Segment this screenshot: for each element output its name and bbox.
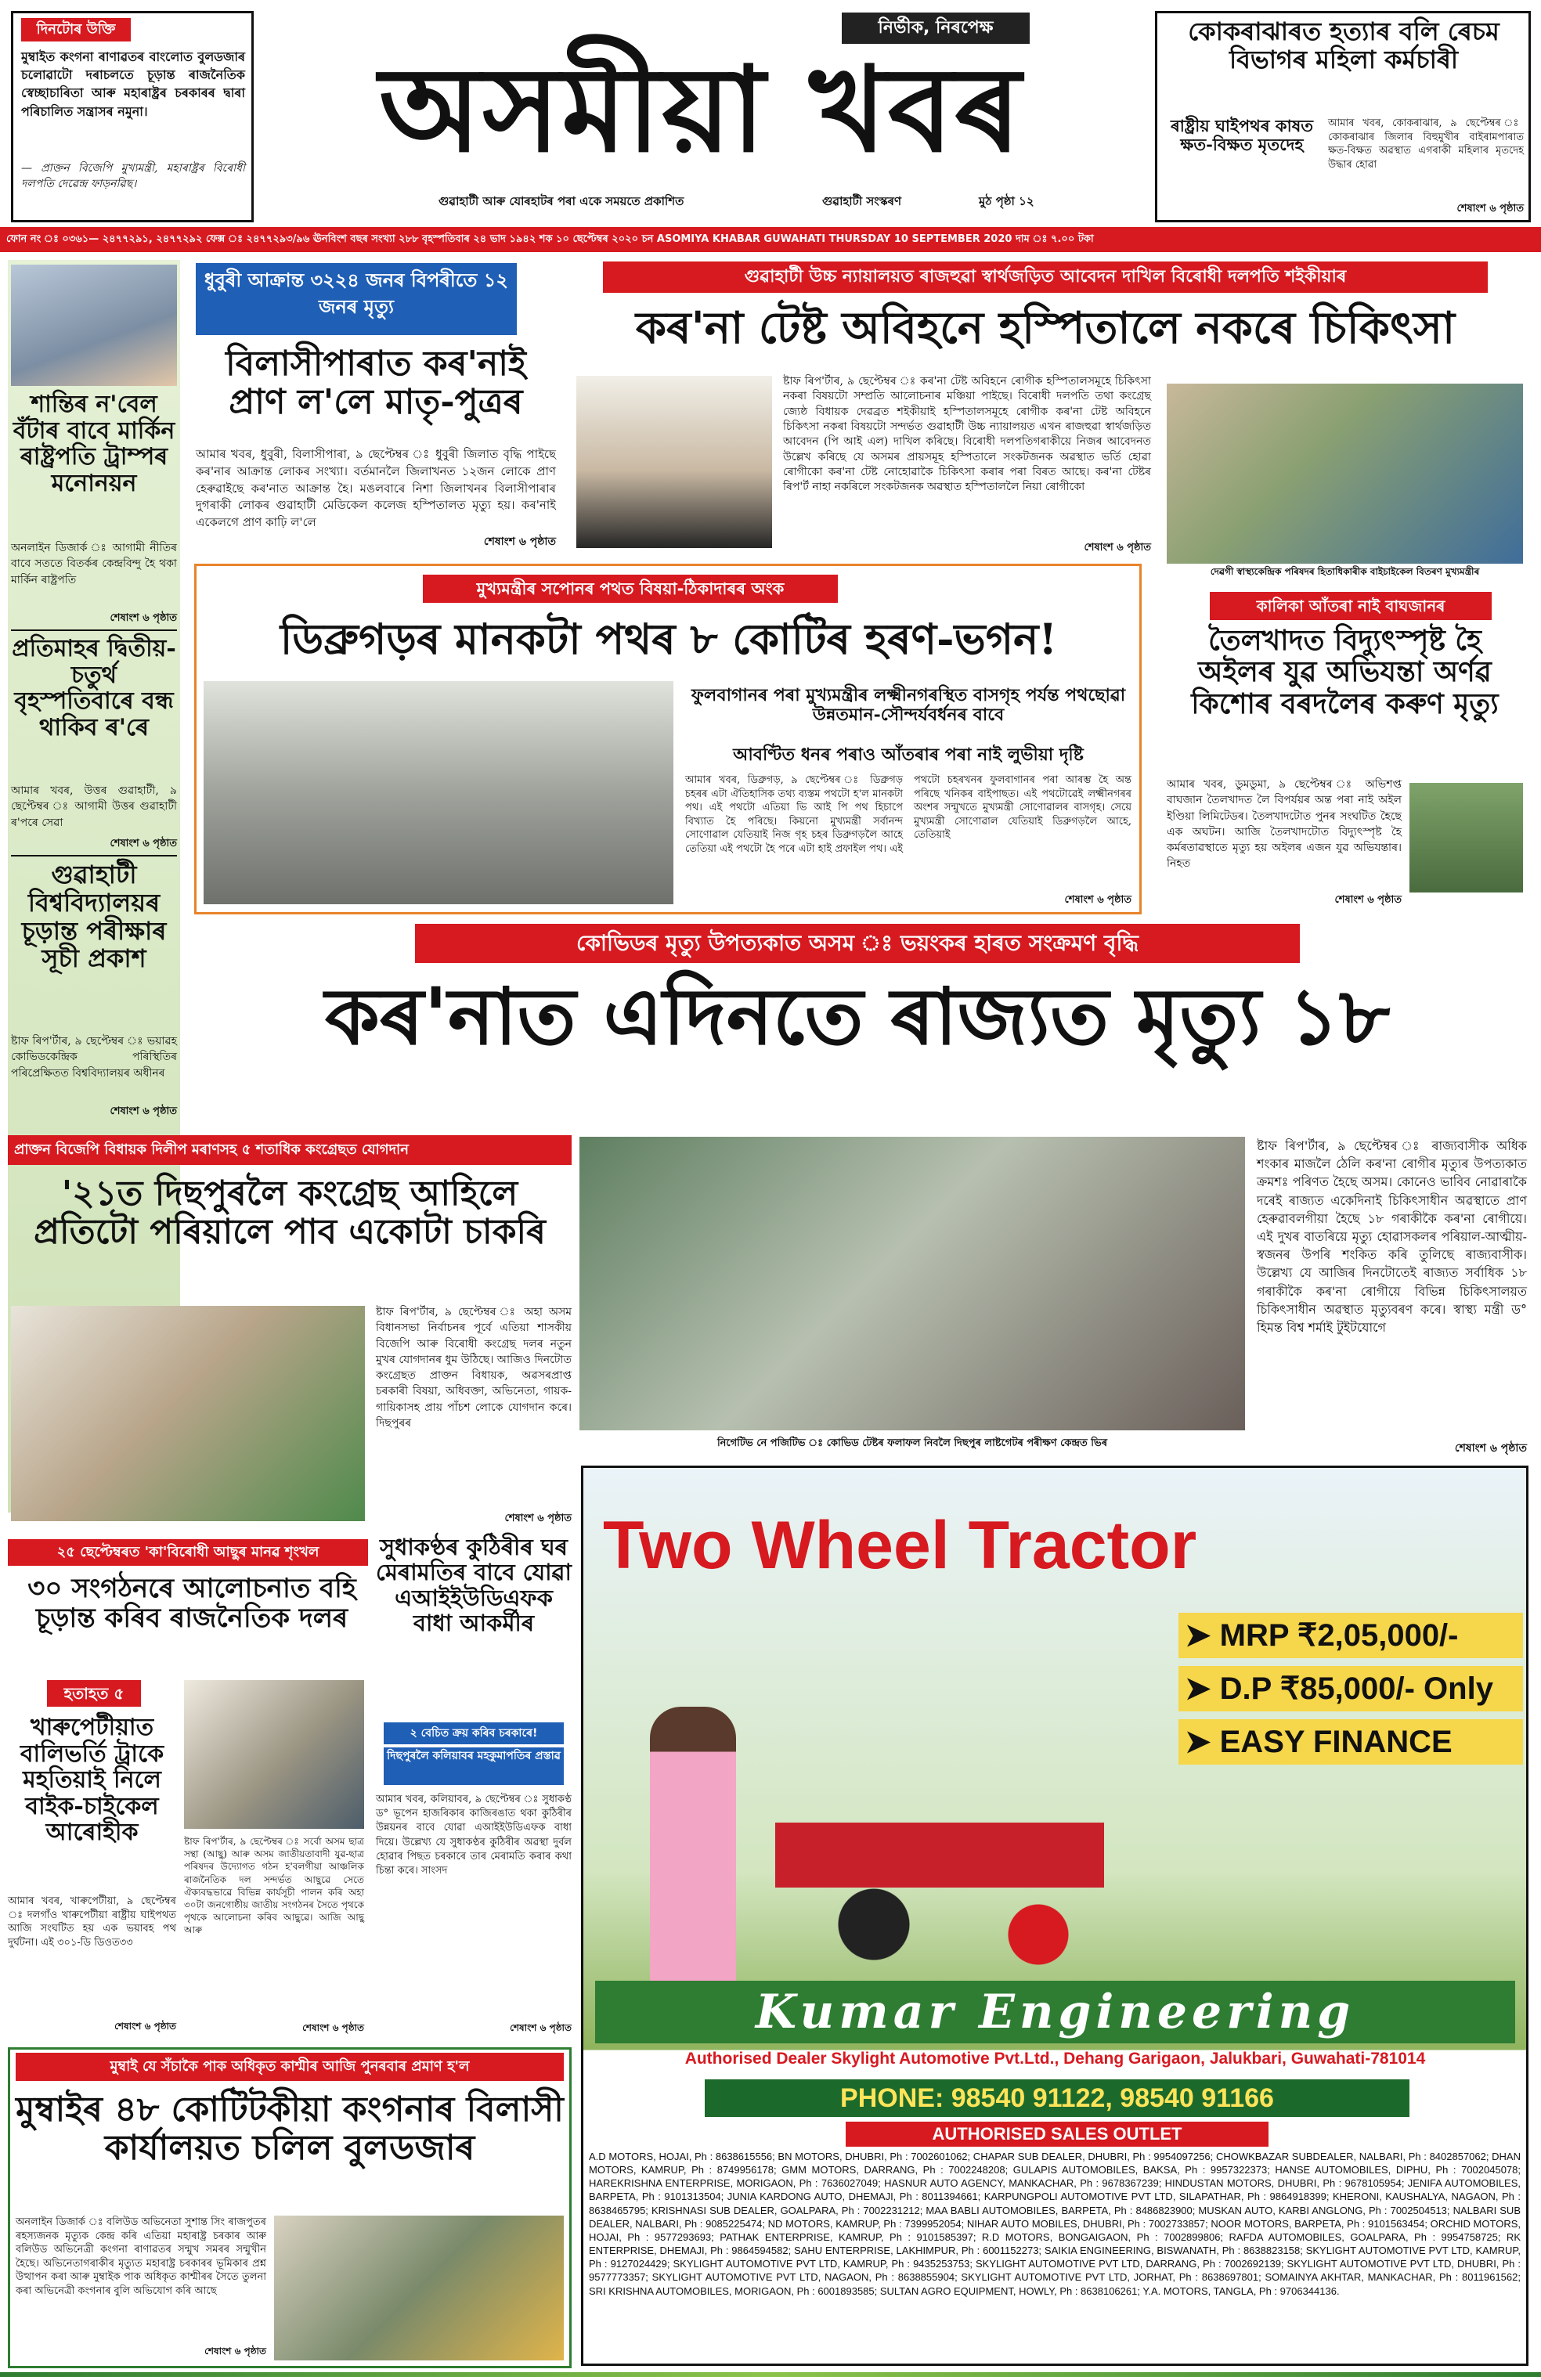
baghjan-headline: তৈলখাদত বিদ্যুৎস্পৃষ্ট হৈ অইলৰ যুৱ অভিযন্তা অৰ্ণৱ কিশোৰ বৰদলৈৰ কৰুণ মৃত্যু xyxy=(1191,624,1499,720)
pratimah-cont: শেষাংশ ৬ পৃষ্ঠাত xyxy=(110,838,177,849)
advert-phone: PHONE: 98540 91122, 98540 91166 xyxy=(705,2079,1409,2117)
covid-caption: নিগেটিভ নে পজিটিভ ঃ কোভিড টেষ্টৰ ফলাফল নিবলৈ দিছপুৰ লাষ্টগেটৰ পৰীক্ষণ কেন্দ্ৰত ভিৰ xyxy=(716,1437,1108,1449)
sudhakantha-body: আমাৰ খবৰ, কলিয়াবৰ, ৯ ছেপ্টেম্বৰ ঃ সুধাকণ্ঠ ড° ভূপেন হাজৰিকাৰ কাজিৰঙাত থকা কুঠিৰীৰ উন্নয়নৰ বাবে যোৱা এআইইউডিএফক বাধা দিয়ে। উল্লেখ্য যে সুধাকণ্ঠৰ কুঠিৰীৰ অৱস্থা দুৰ্বল হোৱাৰ পিছত চৰকাৰে তাৰ মেৰামতি কৰাৰ কথা চিন্তা কৰে। সাংসদ xyxy=(376,1794,572,1877)
dibrugarh-cont: শেষাংশ ৬ পৃষ্ঠাত xyxy=(1064,894,1131,906)
lead-body: ষ্টাফ ৰিপ'ৰ্টাৰ, ৯ ছেপ্টেম্বৰ ঃ ৰাজ্যবাসীক অধিক শংকাৰ মাজলৈ ঠেলি কৰ'না ৰোগীৰ মৃত্যুৰ উপত্যকাত ক্ৰমশঃ পৰিণত হৈছে অসম। কোনেও ভাবিব নোৱাৰাকৈ দৰেই ৰাজ্যত একেদিনাই চিকিৎসাধীন অৱস্থাতে প্ৰাণ হেৰুৱাবলগীয়া হৈছে ১৮ গৰাকীকৈ কৰ'না ৰোগীয়ে। এই দুখৰ বাতৰিয়ে মৃত্যু হোৱাসকলৰ পৰিয়াল-আত্মীয়-স্বজনৰ উপৰি শংকিত কৰি তুলিছে ৰাজ্যবাসীক। উল্লেখ্য যে আজিৰ দিনটোতেই ৰাজ্যত সৰ্বাধিক ১৮ গৰাকীকৈ কৰ'না ৰোগীয়ে বিভিন্ন চিকিৎসালয়ত চিকিৎসাধীন অৱস্থাত মৃত্যুবৰণ কৰে। স্বাস্থ্য মন্ত্ৰী ড° হিমন্ত বিশ্ব শৰ্মাই টুইটযোগে xyxy=(1257,1138,1527,1335)
advert-dp: ➤ D.P ₹85,000/- Only xyxy=(1178,1666,1523,1711)
trump-photo xyxy=(11,265,177,386)
congress-kicker: প্ৰাক্তন বিজেপি বিধায়ক দিলীপ মৰাণসহ ৫ শতাধিক কংগ্ৰেছত যোগদান xyxy=(8,1135,572,1165)
kangana-cont: শেষাংশ ৬ পৃষ্ঠাত xyxy=(204,2346,266,2357)
kharupetia-cont: শেষাংশ ৬ পৃষ্ঠাত xyxy=(114,2021,176,2032)
dateline-bar: ফোন নং ঃ ০৩৬১— ২৪৭৭২৯১, ২৪৭৭২৯২ ফেক্স ঃ ২৪৭৭২৯৩/৯৬ ঊনবিংশ বছৰ সংখ্যা ২৮৮ বৃহস্পতিবাৰ ২৪ ভাদ ১৯৪২ শক ১০ ছেপ্টেম্বৰ ২০২০ চন ASOMIYA KHABAR GUWAHATI THURSDAY 10 SEPTEMBER 2020 দাম ঃ ৭.০০ টকা xyxy=(0,227,1541,252)
hc-kicker: গুৱাহাটী উচ্চ ন্যায়ালয়ত ৰাজহুৱা স্বাৰ্থজড়িত আবেদন দাখিল বিৰোধী দলপতি শইকীয়াৰ xyxy=(603,261,1488,293)
pratimah-body: আমাৰ খবৰ, উত্তৰ গুৱাহাটী, ৯ ছেপ্টেম্বৰ ঃ আগামী উত্তৰ গুৱাহাটী ৰ'পৰে সেৱা xyxy=(11,784,177,829)
dibrugarh-deck1: ফুলবাগানৰ পৰা মুখ্যমন্ত্ৰীৰ লক্ষ্মীনগৰস্থিত বাসগৃহ পৰ্যন্ত পথছোৱা উন্নতমান-সৌন্দৰ্যবৰ্ধনৰ বাবে xyxy=(691,685,1126,725)
sudhakantha-tag1: ২ বেচিত ক্ৰয় কৰিব চৰকাৰে! xyxy=(384,1722,564,1744)
sudhakantha-cont: শেষাংশ ৬ পৃষ্ঠাত xyxy=(510,2022,572,2033)
advert-outlets-title: AUTHORISED SALES OUTLET xyxy=(846,2122,1269,2147)
congress-cont: শেষাংশ ৬ পৃষ্ঠাত xyxy=(504,1513,572,1524)
right-brief-cont: শেষাংশ ৬ পৃষ্ঠাত xyxy=(1456,203,1524,215)
edition: গুৱাহাটী সংস্কৰণ xyxy=(822,194,902,208)
kharupetia-headline: খাৰুপেটীয়াত বালিভৰ্তি ট্ৰাকে মহতিয়াই নিলে বাইক-চাইকেল আৰোহীক xyxy=(20,1714,164,1847)
road-photo xyxy=(204,681,673,904)
sudhakantha-headline: সুধাকণ্ঠৰ কুঠিৰীৰ ঘৰ মেৰামতিৰ বাবে যোৱা এআইইউডিএফক বাধা আকৰ্মীৰ xyxy=(376,1534,572,1637)
advert-dealer: Authorised Dealer Skylight Automotive Pvt.Ltd., Dehang Garigaon, Jalukbari, Guwahati-781014 xyxy=(684,2050,1426,2068)
model-figure xyxy=(650,1707,736,1989)
hc-cont: শেষাংশ ৬ পৃষ্ঠাত xyxy=(1084,542,1151,554)
sudhakantha-tag2: দিছপুৰলৈ কলিয়াবৰ মহকুমাপতিৰ প্ৰস্তাৱ xyxy=(384,1747,564,1785)
lead-kicker: কোভিডৰ মৃত্যু উপত্যকাত অসম ঃ ভয়ংকৰ হাৰত সংক্ৰমণ বৃদ্ধি xyxy=(415,924,1300,963)
covid-queue-photo xyxy=(579,1137,1245,1430)
lead-cont: শেষাংশ ৬ পৃষ্ঠাত xyxy=(1454,1442,1527,1455)
bicycle-caption: দেৱগী স্বাস্থ্যকেন্দ্ৰিক পৰিষদৰ হিতাধিকাৰীক বাইচাইকেল বিতৰণ মুখ্যমন্ত্ৰীৰ xyxy=(1210,566,1480,577)
gu-cont: শেষাংশ ৬ পৃষ্ঠাত xyxy=(110,1105,177,1117)
trump-headline: শান্তিৰ ন'বেল বঁটাৰ বাবে মাৰ্কিন ৰাষ্ট্ৰপতি ট্ৰাম্পৰ মনোনয়ন xyxy=(13,391,175,497)
kharupetia-body: আমাৰ খবৰ, খাৰুপেটীয়া, ৯ ছেপ্টেম্বৰ ঃ দলগাঁও খাৰুপেটীয়া ৰাষ্ট্ৰীয় ঘাইপথত আজি সংঘটিত হয় এক ভয়াবহ পথ দুৰ্ঘটনা। এই ৩০১-ডি ডিওত৩৩ xyxy=(8,1895,176,1949)
caa-headline: ৩০ সংগঠনৰে আলোচনাত বহি চূড়ান্ত কৰিব ৰাজনৈতিক দলৰ xyxy=(27,1573,356,1635)
right-brief-body: আমাৰ খবৰ, কোকৰাঝাৰ, ৯ ছেপ্টেম্বৰ ঃ কোকৰাঝাৰ জিলাৰ বিহুমুখীৰ বাইৰামপাৰাত ক্ষত-বিক্ষত অৱস্থাত এগৰাকী মহিলাৰ মৃতদেহ উদ্ধাৰ হোৱা xyxy=(1328,117,1524,171)
baghjan-kicker: কালিকা আঁতৰা নাই বাঘজানৰ xyxy=(1210,592,1492,620)
masthead-title: অসমীয়া খবৰ xyxy=(379,41,1023,178)
bottom-rule xyxy=(0,2372,1541,2377)
dibrugarh-deck2: আবণ্টিত ধনৰ পৰাও আঁতৰাৰ পৰা নাই লুভীয়া দৃষ্টি xyxy=(733,745,1084,765)
dibrugarh-kicker: মুখ্যমন্ত্ৰীৰ সপোনৰ পথত বিষয়া-ঠিকাদাৰৰ অংক xyxy=(423,575,838,603)
advert-mrp: ➤ MRP ₹2,05,000/- xyxy=(1178,1613,1523,1658)
gu-headline: গুৱাহাটী বিশ্ববিদ্যালয়ৰ চূড়ান্ত পৰীক্ষাৰ সূচী প্ৰকাশ xyxy=(21,860,167,974)
advert-brand: Kumar Engineering xyxy=(595,1981,1515,2043)
tractor-image xyxy=(775,1762,1104,1965)
congress-body: ষ্টাফ ৰিপ'ৰ্টাৰ, ৯ ছেপ্টেম্বৰ ঃ অহা অসম বিধানসভা নিৰ্বাচনৰ পূৰ্বে এতিয়া শাসকীয় বিজেপি আৰু বিৰোধী কংগ্ৰেছ দলৰ নতুন মুখৰ যোগদানৰ ধুম উঠিছে। আজিও দিনটোত কংগ্ৰেছত প্ৰাক্তন বিধায়ক, অৱসৰপ্ৰাপ্ত চৰকাৰী বিষয়া, অধিবক্তা, অভিনেতা, গায়ক-গায়িকাসহ প্ৰায় পাঁচশ লোকে যোগদান কৰে। দিছপুৰৰ xyxy=(376,1306,572,1430)
caa-cont: শেষাংশ ৬ পৃষ্ঠাত xyxy=(302,2022,364,2033)
quote-label: দিনটোৰ উক্তি xyxy=(21,18,131,41)
caa-photo xyxy=(184,1680,364,1829)
gu-body: ষ্টাফ ৰিপ'ৰ্টাৰ, ৯ ছেপ্টেম্বৰ ঃ ভয়াৱহ কোভিডকেন্দ্ৰিক পৰিস্থিতিৰ পৰিপ্ৰেক্ষিতত বিশ্ববিদ্যালয়ৰ অধীনৰ xyxy=(11,1035,177,1080)
dhubri-headline: বিলাসীপাৰাত কৰ'নাই প্ৰাণ ল'লে মাতৃ-পুত্ৰৰ xyxy=(226,344,526,423)
bicycle-photo xyxy=(1167,384,1523,564)
right-brief-sub: ৰাষ্ট্ৰীয় ঘাইপথৰ কাষত ক্ষত-বিক্ষত মৃতদেহ xyxy=(1170,116,1314,154)
dhubri-cont: শেষাংশ ৬ পৃষ্ঠাত xyxy=(483,536,556,548)
right-brief-headline: কোকৰাঝাৰত হত্যাৰ বলি ৰেচম বিভাগৰ মহিলা কৰ্মচাৰী xyxy=(1188,16,1499,74)
saikia-photo xyxy=(576,376,772,548)
hc-body: ষ্টাফ ৰিপ'ৰ্টাৰ, ৯ ছেপ্টেম্বৰ ঃ কৰ'না টেষ্ট অবিহনে ৰোগীক হস্পিতালসমূহে চিকিৎসা নকৰা বিষয়টো সম্প্ৰতি আলোচনাৰ মঞ্চিয়া পাইছে। বিৰোধী দলপতি তথা কংগ্ৰেছ জ্যেষ্ঠ বিধায়ক দেৱব্ৰত শইকীয়াই হস্পিতালসমূহে ৰোগীক কৰ'না টেষ্ট অবিহনে চিকিৎসা নকৰা বিষয়টো সন্দৰ্ভত গুৱাহাটী উচ্চ ন্যায়ালয়ত এখন ৰাজহুৱা স্বাৰ্থজড়িত আবেদন (পি আই এল) দাখিল কৰিছে। বিৰোধী দলপতিগৰাকীয়ে নিজৰ আবেদনত উল্লেখ কৰিছে যে অসমৰ প্ৰায়সমূহ হস্পিতালে সংকটজনক অৱস্থাত ভৰ্তি হোৱা ৰোগীকো কৰ'না টেষ্ট নোহোৱাকৈ চিকিৎসা কৰাৰ পৰা বিৰত আছে। কৰ'না টেষ্টৰ ৰিপ'ৰ্ট নাহা নকৰিলে সংকটজনক অৱস্থাত হস্পিতাললৈ নিয়া ৰোগীকো xyxy=(783,375,1151,494)
bulldozer-photo xyxy=(274,2216,564,2360)
pratimah-headline: প্ৰতিমাহৰ দ্বিতীয়-চতুৰ্থ বৃহস্পতিবাৰে বন্ধ থাকিব ৰ'ৰে xyxy=(12,635,176,741)
advert-title: Two Wheel Tractor xyxy=(603,1508,1197,1583)
baghjan-cont: শেষাংশ ৬ পৃষ্ঠাত xyxy=(1334,894,1402,906)
right-brief-box xyxy=(1155,11,1531,222)
dhubri-body: আমাৰ খবৰ, ধুবুৰী, বিলাসীপাৰা, ৯ ছেপ্টেম্বৰ ঃ ধুবুৰী জিলাত বৃদ্ধি পাইছে কৰ'নাৰ আক্ৰান্ত লোকৰ সংখ্যা। বৰ্তমানলৈ জিলাখনত ১২জন লোকে প্ৰাণ হেৰুৱাইছে কৰ'নাত আক্ৰান্ত হৈ। মঙলবাৰে নিশা জিলাখনৰ বিলাসীপাৰাৰ দুগৰাকী লোকৰ গুৱাহাটী মেডিকেল কলেজ হস্পিতালত মৃত্যু হয়। কৰ'নাই একেলগে প্ৰাণ কাঢ়ি ল'লে xyxy=(196,447,556,529)
congress-headline: '২১ত দিছপুৰলৈ কংগ্ৰেছ আহিলে প্ৰতিটো পৰিয়ালে পাব একোটা চাকৰি xyxy=(34,1174,546,1253)
quote-text: মুম্বাইত কংগনা ৰাণাৱতৰ বাংলোত বুলডজাৰ চলোৱাটো দৰাচলতে চূড়ান্ত ৰাজনৈতিক স্বেচ্ছাচাৰিতা আৰু মহাৰাষ্ট্ৰৰ চৰকাৰৰ দ্বাৰা পৰিচালিত সন্ত্ৰাসৰ নমুনা। xyxy=(21,49,245,119)
masthead-subline: গুৱাহাটী আৰু যোৰহাটৰ পৰা একে সময়তে প্ৰকাশিত xyxy=(438,194,684,208)
lead-headline: কৰ'নাত এদিনতে ৰাজ্যত মৃত্যু ১৮ xyxy=(324,970,1391,1062)
advert-finance: ➤ EASY FINANCE xyxy=(1178,1719,1523,1765)
kangana-body: অনলাইন ডিজাৰ্ক ঃ বলিউড অভিনেতা সুশান্ত সিং ৰাজপুতৰ ৰহস্যজনক মৃত্যুক কেন্দ্ৰ কৰি এতিয়া মহাৰাষ্ট্ৰ চৰকাৰ আৰু বলিউড অভিনেত্ৰী কংগনা ৰাণাৱতৰ সন্মুখ সমৰৰ সন্মুখীন হৈছে। অভিনেতাগৰাকীৰ মৃত্যুত মহাৰাষ্ট্ৰ চৰকাৰৰ ভূমিকাৰ প্ৰশ্ন উত্থাপন কৰা আৰু মুম্বাইক পাক অধিকৃত কাশ্মীৰৰ সৈতে তুলনা কৰা অভিনেত্ৰী কংগনাৰ বুলি অভিযোগ কৰি আছে xyxy=(16,2216,266,2297)
trump-cont: শেষাংশ ৬ পৃষ্ঠাত xyxy=(110,612,177,624)
divider xyxy=(11,855,177,856)
page-count: মুঠ পৃষ্ঠা ১২ xyxy=(979,194,1034,208)
hc-headline: কৰ'না টেষ্ট অবিহনে হস্পিতালে নকৰে চিকিৎসা xyxy=(635,302,1456,354)
trump-body: অনলাইন ডিজাৰ্ক ঃ আগামী নীতিৰ বাবে সততে বিতৰ্কৰ কেন্দ্ৰবিন্দু হৈ থকা মাৰ্কিন ৰাষ্ট্ৰপতি xyxy=(11,542,177,586)
divider xyxy=(11,629,177,631)
caa-kicker: ২৫ ছেপ্টেম্বৰত 'কা'বিৰোধী আছুৰ মানৱ শৃংখল xyxy=(8,1539,368,1566)
advert-outlets: A.D MOTORS, HOJAI, Ph : 8638615556; BN MOTORS, DHUBRI, Ph : 7002601062; CHAPAR SUB DEALER, DHUBRI, Ph : 9954097256; CHOWKBAZAR SUBDEALER, NALBARI, Ph : 8402857062; DHAN MOTORS, KAMRUP, Ph : 8749956178; GMM MOTORS, DARRANG, Ph : 7002248208; GULAPIS AUTOMOBILES, BAKSA, Ph : 9957322373; HANSE AUTOMOBILES, DIPHU, Ph : 7002045078; HAREKRISHNA ENTERPRISE, MORIGAON, Ph : 7636027049; HASNUR AUTO AGENCY, MANKACHAR, Ph : 9678367239; HINDUSTAN MOTORS, DHUBRI, Ph : 9678105954; JENIFA AUTOMOBILES, BARPETA, Ph : 9101313504; JUNIA KARDONG AUTO, DHEMAJI, Ph : 8011394661; KARPUNGPOLI AUTOMOTIVE PVT LTD, SILAPATHAR, Ph : 9864918399; KHERONI, KAUSHALYA, NAGAON, Ph : 8638465795; KRISHNASI SUB DEALER, GOALPARA, Ph : 7002231212; MAA BABLI AUTOMOBILES, BARPETA, Ph : 8486823900; MUSKAN AUTO, KARBI ANGLONG, Ph : 7002504513; NALBARI SUB DEALER, NALBARI, Ph : 9085225474; ND MOTORS, KAMRUP, Ph : 7399952054; NIHAR AUTO MOBILES, DHUBRI, Ph : 7002733857; NOOR MOTORS, BARPETA, Ph : 9101563454; ORCHID MOTORS, HOJAI, Ph : 9577293693; PATHAK ENTERPRISE, KAMRUP, Ph : 9101585397; R.D MOTORS, BONGAIGAON, Ph : 7002899806; RAFDA AUTOMOBILES, GOALPARA, Ph : 9954758725; RK ENTERPRISE, DHEMAJI, Ph : 9864594582; SAHU ENTERPRISE, LAKHIMPUR, Ph : 6001152273; SAIKIA ENGINEERING, BISWANATH, Ph : 8638823158; SKYLIGHT AUTOMOTIVE PVT LTD, KAMRUP, Ph : 9127024429; SKYLIGHT AUTOMOTIVE PVT LTD, KAMRUP, Ph : 9435253753; SKYLIGHT AUTOMOTIVE PVT LTD, DARRANG, Ph : 7002692139; SKYLIGHT AUTOMOTIVE PVT LTD, DHUBRI, Ph : 9577773357; SKYLIGHT AUTOMOTIVE PVT LTD, NAGAON, Ph : 8638855904; SKYLIGHT AUTOMOTIVE PVT LTD, JORHAT, Ph : 8638697801; SOMAINYA AKHTAR, MANKACHAR, Ph : 8011961562; SRI KRISHNA AUTOMOBILES, MORIGAON, Ph : 6001893585; SULTAN AGRO EQUIPMENT, HOWLY, Ph : 8638106261; Y.A. MOTORS, TANGLA, Ph : 9706344136. xyxy=(589,2151,1521,2297)
kangana-kicker: মুম্বাই যে সঁচাকৈ পাক অধিকৃত কাশ্মীৰ আজি পুনৰবাৰ প্ৰমাণ হ'ল xyxy=(16,2053,564,2081)
congress-photo xyxy=(11,1306,365,1521)
quote-box xyxy=(11,11,254,222)
arnab-photo xyxy=(1409,783,1523,892)
dibrugarh-body: আমাৰ খবৰ, ডিব্ৰুগড়, ৯ ছেপ্টেম্বৰ ঃ ডিব্ৰুগড় চহৰৰ এটা ঐতিহাসিক তথ্য ব্যস্তম পথটো হ'ল মানকটা পথ। এই পথটো এতিয়া ভি আই পি পথ হিচাপে বিখ্যাত হৈ পৰিছে। কিয়নো মুখ্যমন্ত্ৰী সৰ্বানন্দ সোণোৱাল যেতিয়াই নিজ গৃহ চহৰ ডিব্ৰুগড়লৈ আহে তেতিয়া এই পথটো হৈ পৰে এটা হাই প্ৰফাইল পথ। এই পথটো চহৰখনৰ ফুলবাগানৰ পৰা আৰম্ভ হৈ অন্ত পৰিছে খনিকৰ বাইপাছত। এই পথটোৱেই লক্ষ্মীনগৰৰ অংশৰ সন্মুখতে মুখ্যমন্ত্ৰী সোণোৱালৰ বাসগৃহ। সেয়ে মুখ্যমন্ত্ৰী সোণোৱাল যেতিয়াই ডিব্ৰুগড়লৈ আহে, তেতিয়াই xyxy=(685,774,1131,855)
caa-body: ষ্টাফ ৰিপ'ৰ্টাৰ, ৯ ছেপ্টেম্বৰ ঃ সৰ্বো অসম ছাত্ৰ সন্থা (আছু) আৰু অসম জাতীয়তাবাদী যুৱ-ছাত্ৰ পৰিষদৰ উদ্যোগত গঠন হ'বলগীয়া আঞ্চলিক ৰাজনৈতিক দল সন্দৰ্ভত আছুৱে সেতে ঐক্যবদ্ধভাৱে বিভিন্ন কাৰ্যসূচী পালন কৰি অহা ৩০টা জনগোষ্ঠীয় জাতীয় সংগঠনৰ সৈতে পৃথকে পৃথকে আলোচনা কৰিব আছুৱে। আজি আছু আৰু xyxy=(184,1836,364,1936)
dibrugarh-headline: ডিব্ৰুগড়ৰ মানকটা পথৰ ৮ কোটিৰ হৰণ-ভগন! xyxy=(280,614,1058,664)
kharupetia-kicker: হতাহত ৫ xyxy=(47,1680,141,1707)
dhubri-kicker: ধুবুৰী আক্ৰান্ত ৩২২৪ জনৰ বিপৰীতে ১২ জনৰ মৃত্যু xyxy=(196,263,517,335)
tagline: নিৰ্ভীক, নিৰপেক্ষ xyxy=(842,13,1030,44)
quote-attribution: — প্ৰাক্তন বিজেপি মুখ্যমন্ত্ৰী, মহাৰাষ্ট্ৰৰ বিৰোধী দলপতি দেৱেন্দ্ৰ ফাড়নৱিছ। xyxy=(21,162,245,191)
baghjan-body: আমাৰ খবৰ, ডুমডুমা, ৯ ছেপ্টেম্বৰ ঃ অভিশপ্ত বাঘজান তৈলখাদত লৈ বিপৰ্যয়ৰ অন্ত পৰা নাই অইল ইণ্ডিয়া লিমিটেডৰ। তৈলখাদটোত পুনৰ সংঘটিত হৈছে এক অঘটন। আজি তৈলখাদটোত বিদ্যুৎস্পৃষ্ট হৈ কৰ্মৰতাৱস্থাতে মৃত্যু হয় অইলৰ এজন যুৱ অভিযন্তাৰ। নিহত xyxy=(1167,778,1402,871)
kangana-headline: মুম্বাইৰ ৪৮ কোটিটকীয়া কংগনাৰ বিলাসী কাৰ্যালয়ত চলিল বুলডজাৰ xyxy=(16,2090,564,2169)
